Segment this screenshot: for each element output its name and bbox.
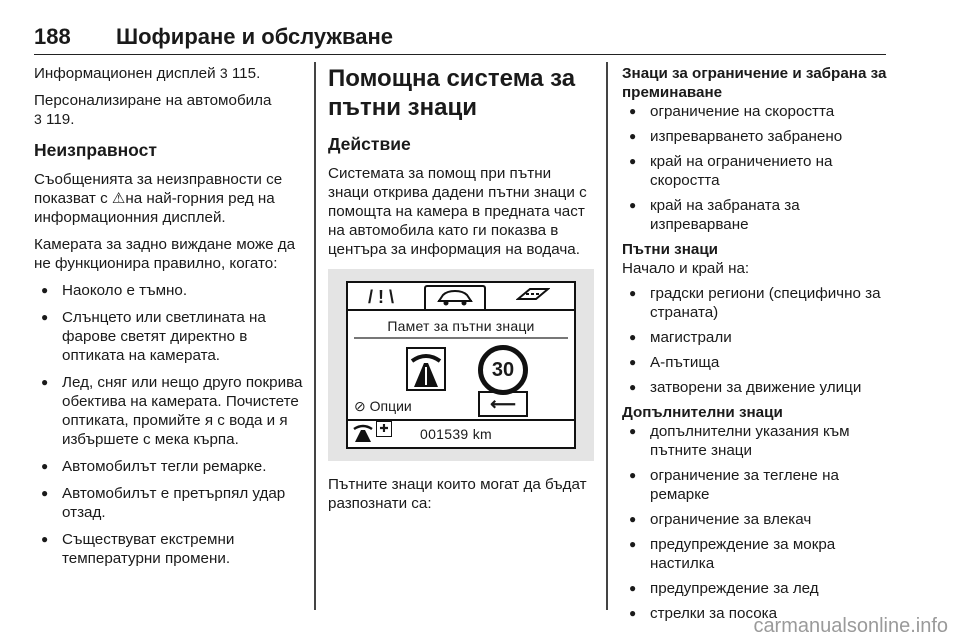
list-item: ● допълнителни указания към пътните знаци [622,422,888,460]
page-number: 188 [34,24,71,49]
mini-motorway-icon [352,423,374,443]
heading-restriction-signs: Знаци за ограничение и забрана за преминаване [622,65,887,101]
paragraph-recognized-signs: Пътните знаци които могат да бъдат разпознати са: [328,476,587,512]
motorway-sign-icon [406,347,446,391]
condition-list [34,281,306,568]
screen-title: Памет за пътни знаци [387,318,535,334]
warning-triangle-icon: ⚠ [111,190,126,207]
paragraph-info-display: Информационен дисплей 3 115. [34,65,261,82]
list-item: ● край на забраната за изпреварване [622,196,888,234]
list-item: ● затворени за движение улици [622,378,888,397]
back-arrow-icon: ⟵ [478,391,528,417]
list-item: ● А-пътища [622,353,888,372]
heading-additional-signs: Допълнителни знаци [622,404,783,421]
page-ref-icon: 3 [34,111,42,127]
display-illustration [328,269,594,461]
list-item: ● ограничение за влекач [622,510,888,529]
road-signs-intro: Начало и край на: [622,260,750,277]
title-underline [354,337,568,339]
list-item: ● ограничение за теглене на ремарке [622,466,888,504]
road-signs-list [622,284,888,397]
list-item: ● градски региони (специфично за страната) [622,284,888,322]
motorway-sign-shape [408,349,444,389]
car-icon [424,285,486,311]
heading-road-signs: Пътни знаци [622,241,718,258]
list-item: ● Съществуват екстремни температурни промени. [34,530,306,568]
paragraph-fault-messages: Съобщенията за неизправности се показват с ⚠на най-горния ред на информационния дисплей. [34,171,283,226]
running-title: Шофиране и обслужване [116,24,394,49]
mini-plus-icon: ✚ [376,421,392,437]
column-left [34,64,306,576]
check-circle-icon: ⊘ [354,398,366,414]
column-divider [314,62,316,610]
lane-icon [508,285,558,309]
list-item: ● стрелки за посока [622,604,888,623]
tab-warnings: / ! \ [368,287,394,307]
heading-function: Действие [328,134,411,154]
column-right [622,64,888,629]
car-icon-shape [435,287,475,307]
odometer-readout: 001539 km [420,426,492,442]
tab-divider [348,309,574,311]
list-item: ● магистрали [622,328,888,347]
paragraph-camera-conditions: Камерата за задно виждане може да не функционира правилно, когато: [34,236,296,272]
paragraph-personalization: Персонализиране на автомобила 3 119. [34,92,272,128]
options-label: ⊘ Опции [354,398,412,414]
list-item: ● Слънцето или светлината на фарове светят директно в оптиката на камерата. [34,308,306,365]
list-item: ● изпреварването забранено [622,127,888,146]
heading-fault: Неизправност [34,140,157,160]
page-ref: 115. [231,65,261,82]
list-item: ● Автомобилът тегли ремарке. [34,457,306,476]
paragraph-system-description: Системата за помощ при пътни знаци открива дадени пътни знаци с помощта на камера в предната част на автомобила като ги показва в центъра за информация на водача. [328,165,587,258]
list-item: ● предупреждение за мокра настилка [622,535,888,573]
lane-icon-shape [516,287,550,303]
column-middle [328,64,594,521]
list-item: ● Лед, сняг или нещо друго покрива обектива на камерата. Почистете оптиката, промийте я с вода и я избършете с мека кърпа. [34,373,306,449]
watermark: carmanualsonline.info [753,615,948,637]
page-header [34,24,886,55]
section-title: Помощна система за пътни знаци [328,65,576,121]
mini-motorway-shape [352,423,374,443]
list-item: ● край на ограничението на скоростта [622,152,888,190]
column-divider [606,62,608,610]
list-item: ● Автомобилът е претърпял удар отзад. [34,484,306,522]
info-display-screen [346,281,576,449]
page-ref-icon: 3 [219,65,228,81]
additional-signs-list [622,422,888,623]
list-item: ● предупреждение за лед [622,579,888,598]
restriction-list [622,102,888,234]
speed-limit-sign: 30 [478,345,528,395]
list-item: ● Наоколо е тъмно. [34,281,306,300]
page-ref: 119. [46,111,75,128]
list-item: ● ограничение на скоростта [622,102,888,121]
